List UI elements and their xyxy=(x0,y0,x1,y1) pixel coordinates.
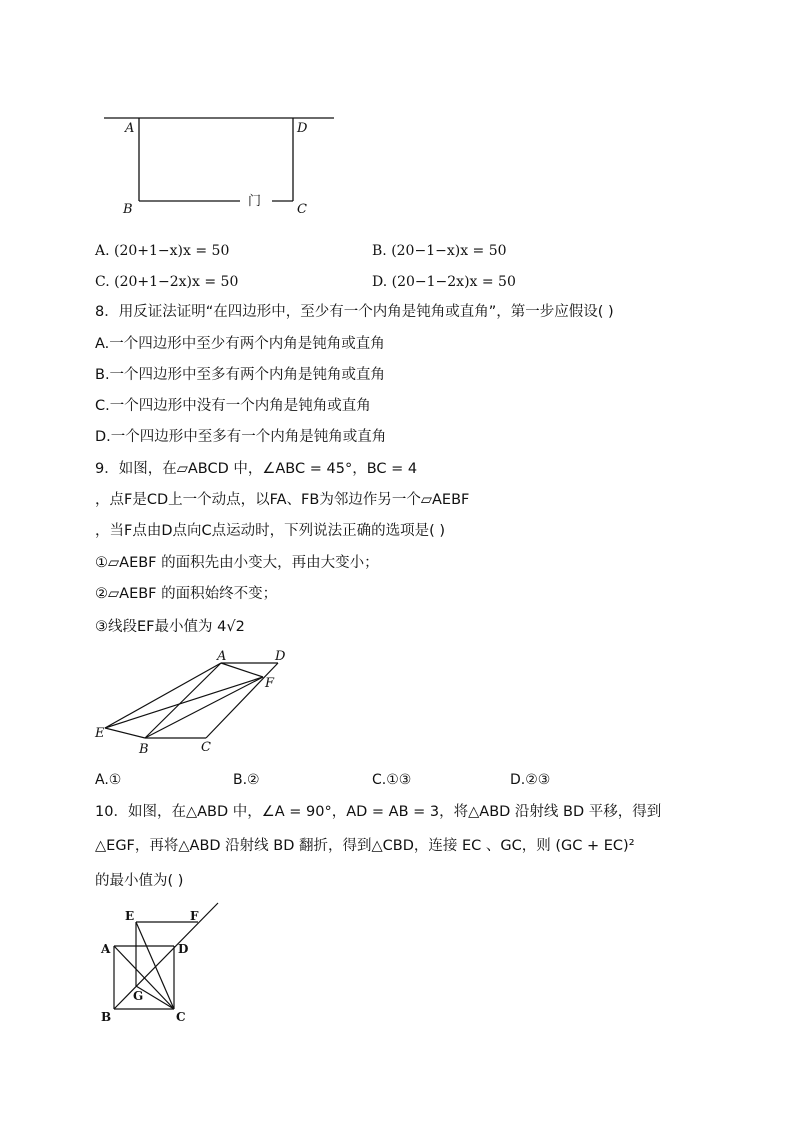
q9-statement-3: ③线段EF最小值为 4√2 xyxy=(95,619,245,635)
q9-label-d: D xyxy=(275,649,286,664)
q9-stem-line1: 9．如图，在▱ABCD 中，∠ABC = 45°，BC = 4 xyxy=(95,461,418,477)
q9-label-a: A xyxy=(217,649,227,664)
q10-label-f: F xyxy=(190,909,199,923)
q9-statement-2: ②▱AEBF 的面积始终不变； xyxy=(95,586,278,602)
q10-label-e: E xyxy=(125,909,135,923)
q9-label-e: E xyxy=(95,726,105,741)
q10-label-a: A xyxy=(101,942,111,956)
q7-option-c: C. (20+1−2x)x = 50 xyxy=(95,274,239,290)
q9-option-a: A.① xyxy=(95,772,122,788)
q7-label-d: D xyxy=(297,121,308,136)
q9-option-c: C.①③ xyxy=(372,772,412,788)
q9-stem-line3: ，当F点由D点向C点运动时，下列说法正确的选项是( ) xyxy=(95,523,446,539)
q7-label-c: C xyxy=(297,202,307,217)
q7-label-b: B xyxy=(123,202,133,217)
q10-stem-line3: 的最小值为( ) xyxy=(95,873,184,889)
q7-option-a: A. (20+1−x)x = 50 xyxy=(95,243,230,259)
q8-option-d: D.一个四边形中至多有一个内角是钝角或直角 xyxy=(95,429,387,445)
q9-label-b: B xyxy=(139,742,149,757)
q8-stem: 8．用反证法证明“在四边形中，至少有一个内角是钝角或直角”，第一步应假设( ) xyxy=(95,304,614,320)
q8-option-a: A.一个四边形中至少有两个内角是钝角或直角 xyxy=(95,336,385,352)
q9-label-f: F xyxy=(265,676,275,691)
q10-label-c: C xyxy=(176,1010,186,1024)
q9-statement-1: ①▱AEBF 的面积先由小变大，再由大变小； xyxy=(95,555,379,571)
q10-label-d: D xyxy=(178,942,189,956)
q7-option-b: B. (20−1−x)x = 50 xyxy=(372,243,507,259)
q10-stem-line2: △EGF，再将△ABD 沿射线 BD 翻折，得到△CBD，连接 EC 、GC，则 (GC + EC)² xyxy=(95,838,635,854)
q10-label-b: B xyxy=(101,1010,112,1024)
q8-option-b: B.一个四边形中至多有两个内角是钝角或直角 xyxy=(95,367,386,383)
q10-label-g: G xyxy=(133,989,144,1003)
q9-option-d: D.②③ xyxy=(510,772,551,788)
q10-stem-line1: 10．如图，在△ABD 中，∠A = 90°，AD = AB = 3，将△ABD 沿射线 BD 平移，得到 xyxy=(95,804,662,820)
q7-option-d: D. (20−1−2x)x = 50 xyxy=(372,274,516,290)
q9-label-c: C xyxy=(201,740,211,755)
q7-label-door: 门 xyxy=(248,194,262,209)
q8-option-c: C.一个四边形中没有一个内角是钝角或直角 xyxy=(95,398,371,414)
q7-label-a: A xyxy=(125,121,135,136)
q9-stem-line2: ，点F是CD上一个动点，以FA、FB为邻边作另一个▱AEBF xyxy=(95,492,470,508)
q9-option-b: B.② xyxy=(233,772,260,788)
